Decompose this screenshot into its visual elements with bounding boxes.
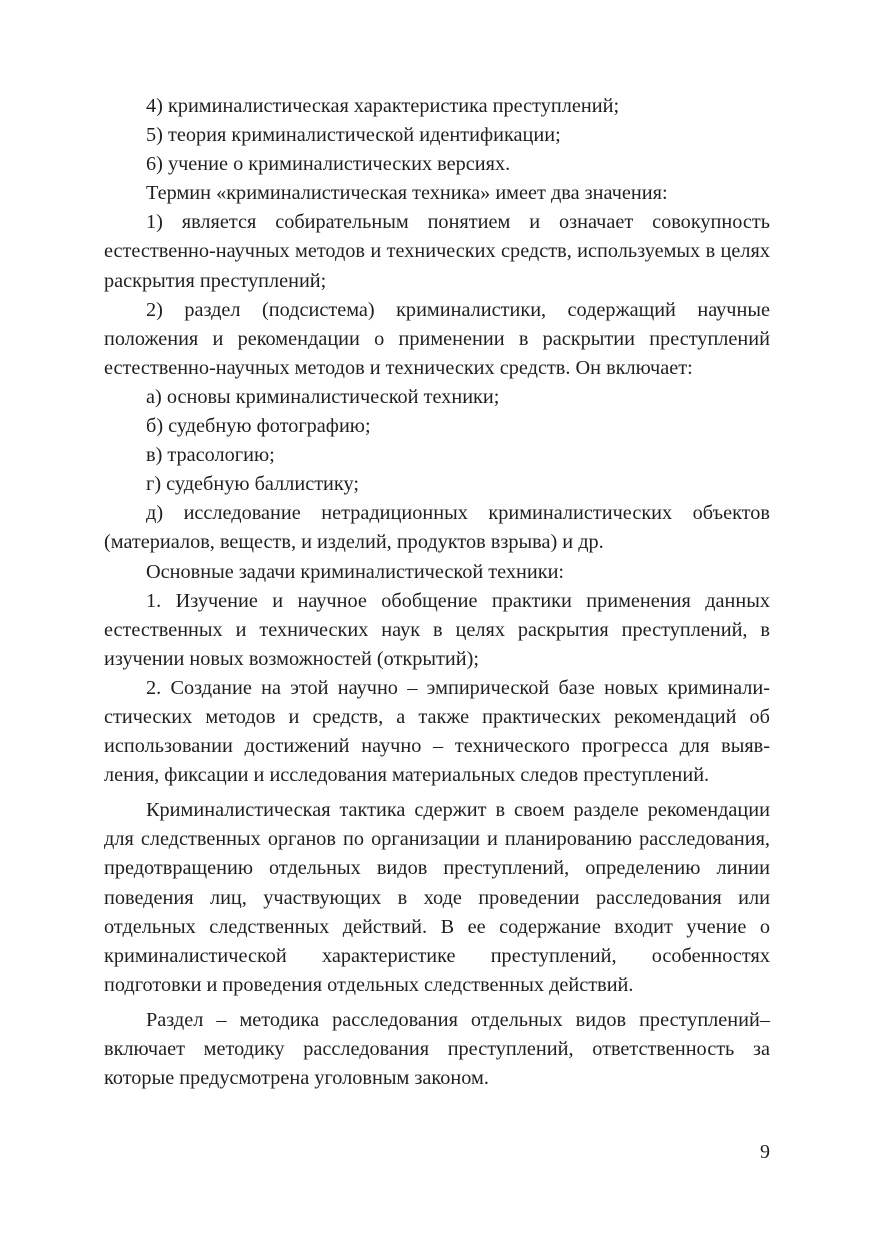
paragraph-task-2: 2. Создание на этой научно – эмпирической базе новых криминалистических методов и средств, а также практических рекомендаций об использовании достижений научно – технического прогресса для выявления, фиксации и исследования материальных следов преступлений. — [104, 676, 770, 787]
list-item-b: б) судебную фотографию; — [146, 415, 371, 438]
list-item-4: 4) криминалистическая характеристика преступлений; — [146, 95, 620, 117]
list-item-5: 5) теория криминалистической идентификации; — [146, 124, 561, 147]
paragraph-meaning-1: 1) является собирательным понятием и означает совокупность естественно-научных методов и технических средств, используемых в целях раскрытия преступлений; — [104, 211, 770, 292]
paragraph-meaning-2: 2) раздел (подсистема) криминалистики, содержащий научные положения и рекомендации о применении в раскрытии преступлений естественно-научных методов и технических средств. Он включает: — [104, 298, 770, 379]
page-number: 9 — [760, 1141, 770, 1163]
paragraph-tasks-heading: Основные задачи криминалистической техники: — [146, 560, 565, 583]
paragraph-methodology: Раздел – методика расследования отдельных видов преступлений– включает методику расследования преступлений, ответственность за которые предусмотрена уголовным законом. — [104, 1008, 770, 1090]
list-item-6: 6) учение о криминалистических версиях. — [146, 153, 511, 176]
list-item-g: г) судебную баллистику; — [146, 473, 359, 496]
paragraph-task-1: 1. Изучение и научное обобщение практики применения данных естественных и технических наук в целях раскрытия преступлений, в изучении новых возможностей (открытий); — [104, 589, 770, 670]
paragraph-term-definition: Термин «криминалистическая техника» имеет два значения: — [146, 182, 668, 205]
list-item-a: а) основы криминалистической техники; — [146, 385, 500, 408]
paragraph-tactics: Криминалистическая тактика сдержит в своем разделе рекомендации для следственных органов по организации и планированию расследования, предотвращению отдельных видов преступлений, определению линии поведения лиц, участвующих в ходе проведении расследования или отдельных следственных действий. В ее содержание входит учение о криминалистической характеристике преступлений, особенностях подготовки и проведения отдельных следственных действий. — [104, 799, 770, 996]
list-item-v: в) трасологию; — [146, 444, 275, 467]
body-text — [104, 92, 770, 1093]
list-item-d: д) исследование нетрадиционных криминалистических объектов (материалов, веществ, и изделий, продуктов взрыва) и др. — [104, 502, 770, 554]
